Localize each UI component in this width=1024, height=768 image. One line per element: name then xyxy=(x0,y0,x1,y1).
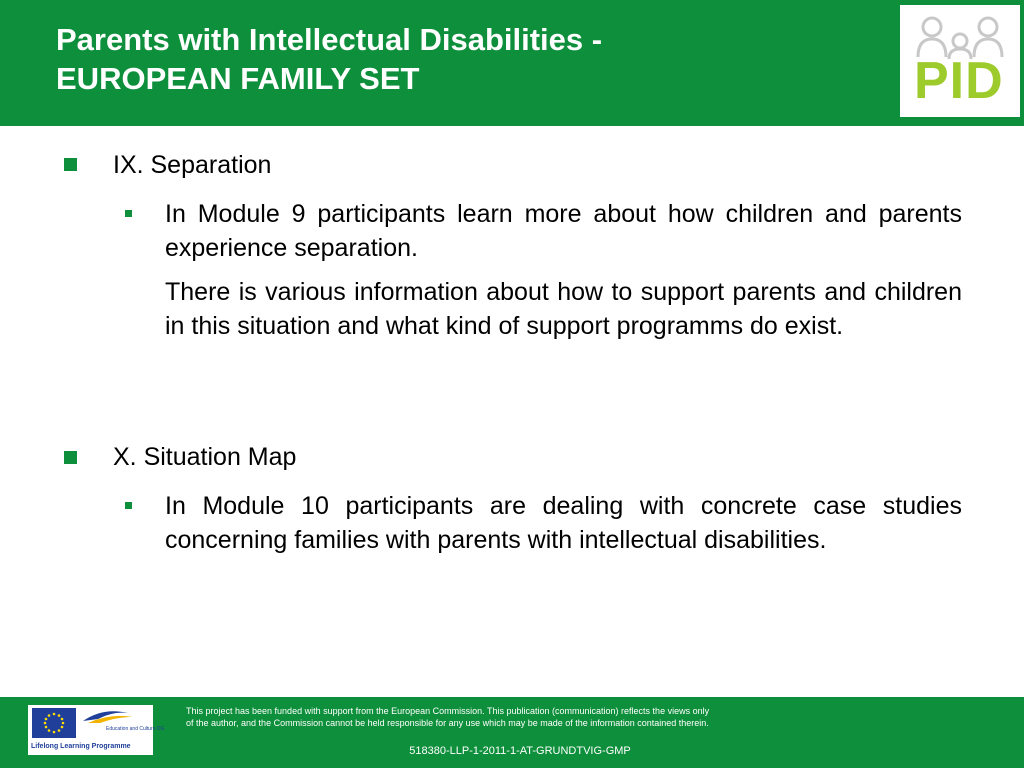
funding-disclaimer xyxy=(186,705,866,729)
slide-title xyxy=(56,20,602,98)
section-heading-2: X. Situation Map xyxy=(113,443,297,471)
bullet-small-2 xyxy=(125,502,132,509)
section-1-paragraph-2: There is various information about how to support parents and children in this situation and what kind of support programms do exist. xyxy=(165,278,962,340)
title-line-2: EUROPEAN FAMILY SET xyxy=(56,61,420,96)
section-heading-1: IX. Separation xyxy=(113,151,272,179)
dg-label: Education and Culture DG xyxy=(106,726,165,732)
disclaimer-line-2: of the author, and the Commission cannot be held responsible for any use which may be made of the information contained therein. xyxy=(186,718,709,728)
bullet-square-2 xyxy=(64,451,77,464)
section-1-paragraph-1: In Module 9 participants learn more about how children and parents experience separation. xyxy=(165,200,962,262)
bullet-square-1 xyxy=(64,158,77,171)
pid-logo xyxy=(900,5,1020,117)
footer-bar xyxy=(0,697,1024,768)
logo-text: PID xyxy=(914,52,1004,110)
project-code: 518380-LLP-1-2011-1-AT-GRUNDTVIG-GMP xyxy=(409,745,631,757)
header-bar xyxy=(0,0,1024,126)
bullet-small-1 xyxy=(125,210,132,217)
llp-label: Lifelong Learning Programme xyxy=(31,743,131,750)
disclaimer-line-1: This project has been funded with support from the European Commission. This publication (communication) reflects the views only xyxy=(186,706,710,716)
section-2-paragraph-1: In Module 10 participants are dealing with concrete case studies concerning families with parents with intellectual disabilities. xyxy=(165,492,962,554)
title-line-1: Parents with Intellectual Disabilities - xyxy=(56,22,603,57)
